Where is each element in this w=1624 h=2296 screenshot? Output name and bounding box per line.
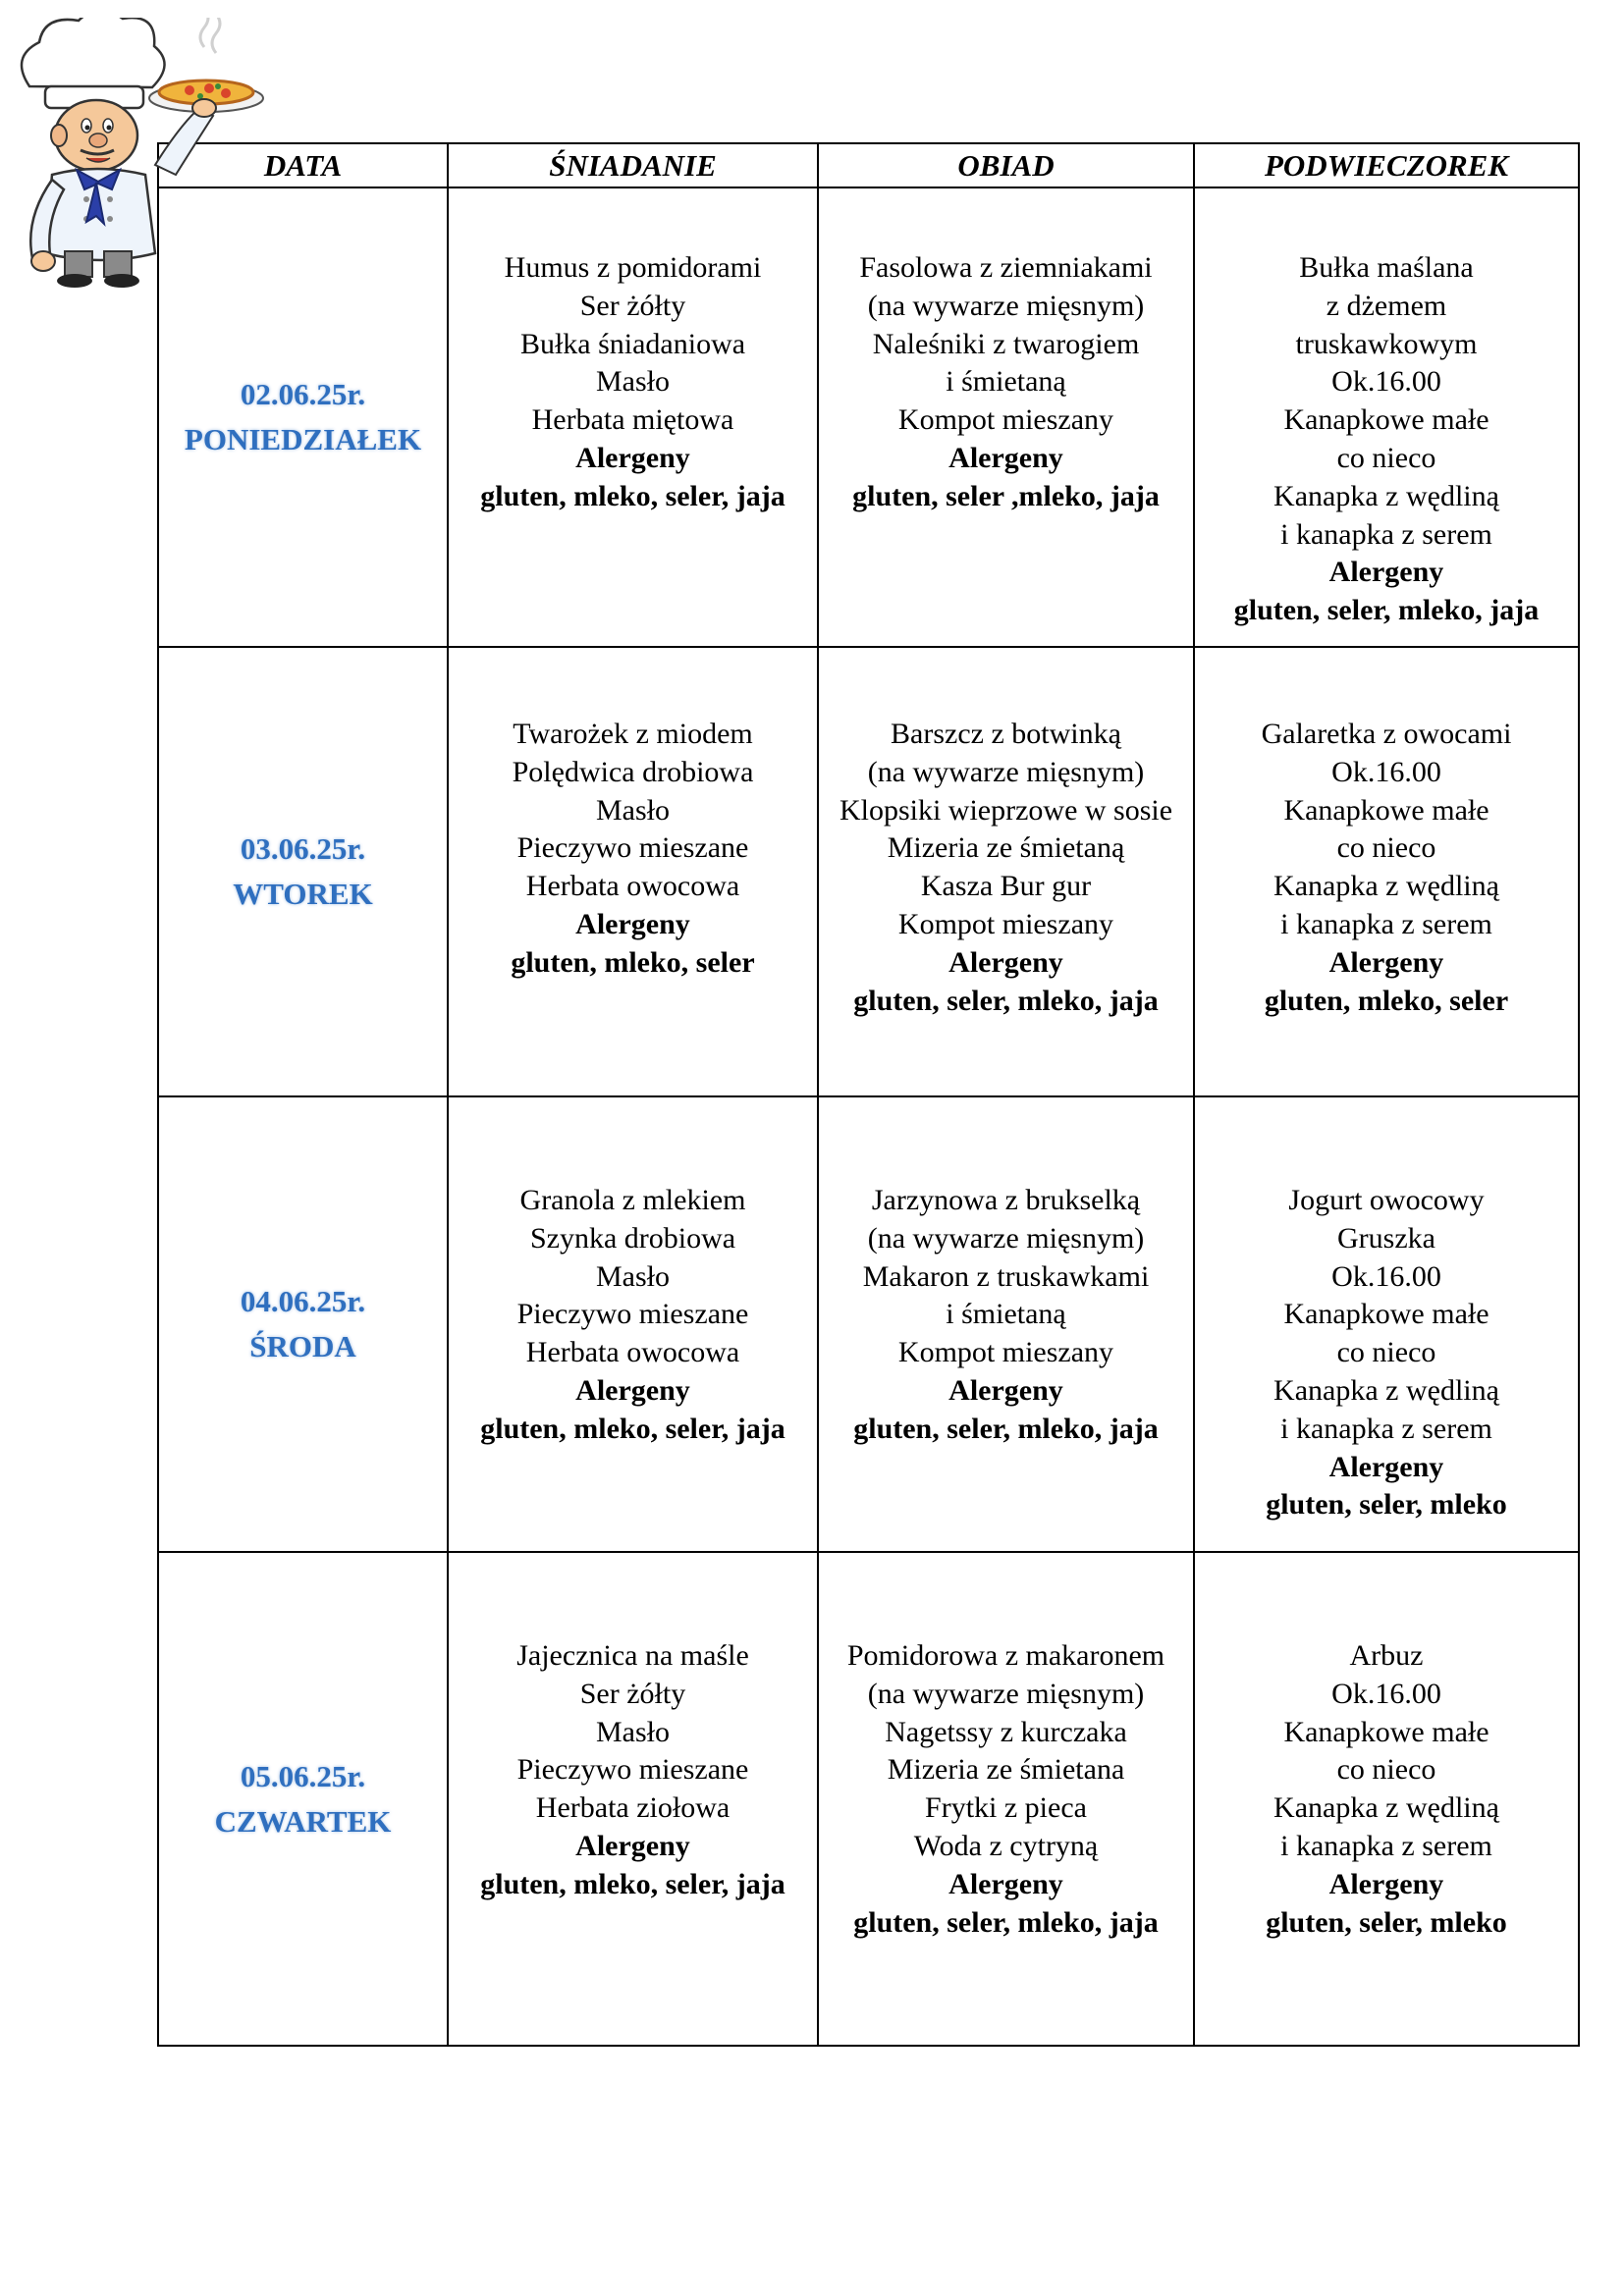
menu-item: Ok.16.00 [1331,1259,1441,1293]
menu-item: Kanapka z wędliną [1273,479,1499,512]
menu-item: Jarzynowa z brukselką [871,1184,1141,1216]
date-value: 05.06.25r. [240,1758,366,1793]
menu-item: (na wywarze mięsnym) [867,289,1145,322]
menu-item: i kanapka z serem [1280,907,1492,940]
header-date: DATA [158,143,448,187]
allergens-list: gluten, seler, mleko [1266,1905,1507,1939]
header-breakfast: ŚNIADANIE [448,143,818,187]
dinner-cell [818,647,1194,1096]
allergens-label: Alergeny [948,441,1063,474]
menu-item: Mizeria ze śmietaną [887,831,1125,865]
menu-item: Naleśniki z twarogiem [872,327,1140,360]
menu-item: Kanapkowe małe [1283,1715,1489,1748]
date-cell [158,1552,448,2046]
menu-item: Pieczywo mieszane [516,831,749,865]
menu-item: Mizeria ze śmietana [887,1753,1125,1787]
menu-item: Twarożek z miodem [513,718,753,750]
allergens-label: Alergeny [575,907,690,940]
table-row [158,647,1579,1096]
menu-item: (na wywarze mięsnym) [867,1677,1145,1710]
menu-item: Szynka drobiowa [529,1221,736,1255]
menu-item: Bułka śniadaniowa [519,327,746,360]
breakfast-cell [448,187,818,647]
menu-item: Kompot mieszany [897,1336,1114,1369]
chef-with-pizza-icon [8,18,273,293]
menu-item: Granola z mlekiem [519,1184,746,1216]
allergens-label: Alergeny [948,1867,1063,1900]
menu-item: (na wywarze mięsnym) [867,755,1145,788]
weekday: PONIEDZIAŁEK [184,422,422,456]
allergens-list: gluten, mleko, seler, jaja [480,1867,785,1900]
allergens-label: Alergeny [575,441,690,474]
menu-item: co nieco [1336,1753,1436,1787]
menu-item: Masło [596,793,670,827]
menu-item: Jogurt owocowy [1288,1184,1485,1216]
allergens-list: gluten, mleko, seler, jaja [480,1412,785,1445]
snack-cell [1194,647,1579,1096]
menu-item: Fasolowa z ziemniakami [859,251,1153,284]
table-row [158,1552,1579,2046]
menu-item: Kanapka z wędliną [1273,1373,1499,1407]
menu-item: Pomidorowa z makaronem [846,1639,1165,1672]
allergens-list: gluten, mleko, seler [511,945,755,979]
menu-item: Ok.16.00 [1331,755,1441,788]
menu-item: Masło [596,1259,670,1293]
menu-item: Herbata miętowa [531,403,734,437]
dinner-cell [818,1096,1194,1552]
allergens-list: gluten, seler, mleko, jaja [853,1412,1159,1445]
menu-item: Kanapkowe małe [1283,1298,1489,1331]
menu-item: Klopsiki wieprzowe w sosie [839,793,1173,827]
snack-cell [1194,1552,1579,2046]
menu-item: Kanapka z wędliną [1273,1791,1499,1825]
menu-item: Woda z cytryną [913,1829,1099,1862]
allergens-list: gluten, seler ,mleko, jaja [852,479,1160,512]
allergens-list: gluten, mleko, seler, jaja [480,479,785,512]
menu-item: Ok.16.00 [1331,365,1441,399]
menu-item: Herbata owocowa [525,1336,740,1369]
menu-item: i kanapka z serem [1280,1829,1492,1862]
allergens-list: gluten, seler, mleko, jaja [853,984,1159,1017]
weekday: ŚRODA [249,1329,356,1363]
menu-item: Nagetssy z kurczaka [885,1715,1127,1748]
header-row [158,143,1579,187]
allergens-label: Alergeny [1328,945,1444,979]
menu-item: Kanapka z wędliną [1273,870,1499,903]
menu-item: Herbata owocowa [525,870,740,903]
date-value: 03.06.25r. [240,831,366,866]
snack-cell [1194,187,1579,647]
menu-table [157,142,1580,2047]
allergens-list: gluten, mleko, seler [1264,984,1509,1017]
date-cell [158,647,448,1096]
weekday: CZWARTEK [214,1803,392,1839]
menu-item: Masło [596,1715,670,1748]
allergens-label: Alergeny [575,1829,690,1862]
menu-item: Bułka maślana [1299,251,1474,284]
menu-item: Makaron z truskawkami [862,1259,1150,1293]
menu-item: Gruszka [1337,1221,1435,1255]
allergens-label: Alergeny [948,1373,1063,1407]
allergens-label: Alergeny [1328,1450,1444,1483]
menu-item: Frytki z pieca [925,1791,1087,1825]
menu-item: i kanapka z serem [1280,517,1492,551]
allergens-list: gluten, seler, mleko, jaja [853,1905,1159,1939]
menu-item: Polędwica drobiowa [512,755,754,788]
menu-item: Kasza Bur gur [920,870,1092,903]
menu-item: co nieco [1336,441,1436,474]
menu-item: Jajecznica na maśle [516,1639,749,1672]
weekday: WTOREK [233,877,373,911]
menu-item: Herbata ziołowa [535,1791,731,1825]
breakfast-cell [448,647,818,1096]
date-value: 02.06.25r. [240,377,366,411]
menu-item: Kanapkowe małe [1283,403,1489,437]
snack-cell [1194,1096,1579,1552]
table-row [158,187,1579,647]
menu-item: Kompot mieszany [897,907,1114,940]
menu-item: co nieco [1336,831,1436,865]
date-value: 04.06.25r. [240,1284,366,1318]
menu-item: z dżemem [1326,289,1447,322]
menu-item: i śmietaną [946,365,1066,399]
date-cell [158,1096,448,1552]
dinner-cell [818,1552,1194,2046]
breakfast-cell [448,1552,818,2046]
menu-item: Kanapkowe małe [1283,793,1489,827]
menu-item: Humus z pomidorami [504,251,762,284]
dinner-cell [818,187,1194,647]
allergens-label: Alergeny [1328,556,1444,589]
breakfast-cell [448,1096,818,1552]
menu-item: (na wywarze mięsnym) [867,1221,1145,1255]
menu-item: i kanapka z serem [1280,1412,1492,1445]
menu-item: Ser żółty [579,1677,686,1710]
menu-item: co nieco [1336,1336,1436,1369]
menu-item: i śmietaną [946,1298,1066,1331]
menu-item: Arbuz [1349,1639,1424,1672]
allergens-list: gluten, seler, mleko [1266,1488,1507,1522]
menu-item: Kompot mieszany [897,403,1114,437]
header-snack: PODWIECZOREK [1194,143,1579,187]
table-row [158,1096,1579,1552]
allergens-label: Alergeny [1328,1867,1444,1900]
menu-item: Barszcz z botwinką [891,718,1121,750]
menu-item: Pieczywo mieszane [516,1753,749,1787]
menu-item: Pieczywo mieszane [516,1298,749,1331]
menu-item: Masło [596,365,670,399]
menu-item: Ok.16.00 [1331,1677,1441,1710]
allergens-label: Alergeny [575,1373,690,1407]
menu-item: truskawkowym [1295,327,1478,360]
menu-item: Ser żółty [579,289,686,322]
header-dinner: OBIAD [818,143,1194,187]
allergens-label: Alergeny [948,945,1063,979]
menu-item: Galaretka z owocami [1261,718,1512,750]
allergens-list: gluten, seler, mleko, jaja [1233,594,1540,627]
